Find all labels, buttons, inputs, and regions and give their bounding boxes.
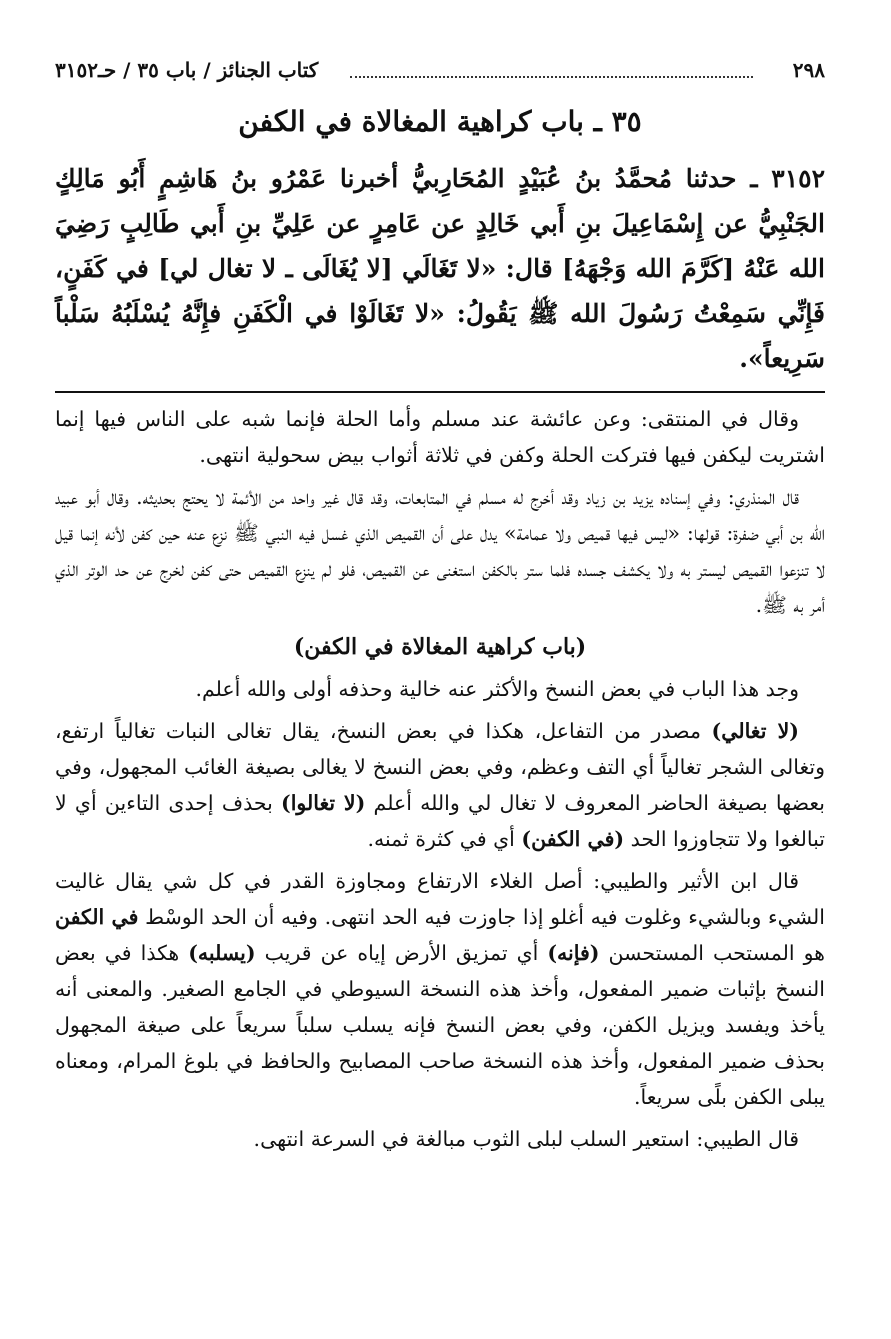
commentary-paragraph: وجد هذا الباب في بعض النسخ والأكثر عنه خالية وحذفه أولى والله أعلم. [195, 677, 799, 701]
chapter-title: ٣٥ ـ باب كراهية المغالاة في الكفن [238, 105, 642, 138]
header-dotted-leader [350, 76, 753, 78]
commentary-paragraph: وقال في المنتقى: وعن عائشة عند مسلم وأما الحلة فإنما شبه على الناس فيها إنما اشتريت ليكفن فيها فتركت الحلة وكفن في ثلاثة أثواب بيض سحولية انتهى. [55, 407, 825, 467]
term-highlight: (يسلبه) [188, 941, 256, 965]
commentary [55, 401, 825, 1157]
commentary-paragraph [55, 863, 825, 1115]
commentary-paragraph: قال المنذري: وفي إسناده يزيد بن زياد وقد أخرج له مسلم في المتابعات، وقد قال غير واحد من الأئمة لا يحتج بحديثه. وقال أبو عبيد الله بن أبي ضفرة: قولها: «ليس فيها قميص ولا عمامة» يدل على أن القميص الذي غسل فيه النبي ﷺ نزع عنه حين كفن لأنه إنما قيل لا تنزعوا القميص ليستر به ولا يكشف جسده فلما ستر بالكفن استغنى عن القميص، فلو لم ينزع القميص حتى كفن لخرج عن حد الوتر الذي أمر به ﷺ. [55, 485, 825, 617]
section-divider [55, 391, 825, 393]
commentary-text: أي تمزيق الأرض إياه عن قريب [255, 941, 548, 965]
commentary-paragraph: قال الطيبي: استعير السلب لبلى الثوب مبالغة في السرعة انتهى. [253, 1127, 799, 1151]
commentary-text: أي في كثرة ثمنه. [367, 827, 522, 851]
hadith-text: حدثنا مُحمَّدُ بنُ عُبَيْدٍ المُحَارِبيُّ أخبرنا عَمْرُو بنُ هَاشِمٍ أَبُو مَالِكٍ الجَنْبِيُّ عن إِسْمَاعِيلَ بنِ أَبي خَالِدٍ عن عَامِرٍ عن عَلِيِّ بنِ أَبي طَالِبٍ رَضِيَ الله عَنْهُ [كَرَّمَ الله وَجْهَهُ] قال: «لا تَغَالَي [لا يُغَالَى ـ لا تغال لي] في كَفَنٍ، فَإِنِّي سَمِعْتُ رَسُولَ الله ﷺ يَقُولُ: «لا تَغَالَوْا في الْكَفَنِ فإِنَّهُ يُسْلَبُهُ سَلْباً سَرِيعاً». [55, 164, 825, 373]
commentary-text: هكذا في بعض النسخ بإثبات ضمير المفعول، وأخذ هذه النسخة السيوطي في الجامع الصغير. والمعنى أنه يأخذ ويفسد ويزيل الكفن، وفي بعض النسخ فإنه يسلب سلباً سريعاً على صيغة المجهول بحذف ضمير المفعول، وأخذ هذه النسخة صاحب المصابيح والحافظ في بلوغ المرام، ومعناه يبلى الكفن بلًى سريعاً. [55, 941, 825, 1109]
running-header [55, 48, 825, 90]
commentary-text: بحذف إحدى التاءين أي لا تبالغوا ولا تتجاوزوا الحد [55, 791, 825, 851]
commentary-text: قال ابن الأثير والطيبي: أصل الغلاء الارتفاع ومجاوزة القدر في كل شي يقال غاليت الشيء وبالشيء وغلوت فيه أغلو إذا جاوزت فيه الحد انتهى. وفيه أن الحد الوسْط [55, 869, 825, 929]
term-highlight: في الكفن [55, 905, 139, 929]
page [55, 48, 825, 1163]
running-title: كتاب الجنائز / باب ٣٥ / حـ٣١٥٢ [55, 58, 319, 82]
term-highlight: (لا تغالي) [711, 719, 799, 743]
commentary-paragraph [55, 713, 825, 857]
commentary-subheading: (باب كراهية المغالاة في الكفن) [293, 634, 587, 660]
term-highlight: (في الكفن) [521, 827, 625, 851]
hadith-number: ٣١٥٢ ـ [750, 164, 825, 193]
commentary-text: مصدر من التفاعل، هكذا في بعض النسخ، يقال تغالى النبات تغالياً ارتفع، وتغالى الشجر تغالياً أي التف وعظم، وفي بعض النسخ لا يغالى بصيغة الغائب المجهول، وفي بعضها بصيغة الحاضر المعروف لا تغال لي والله أعلم [55, 719, 825, 815]
hadith-text-block [55, 156, 825, 381]
commentary-text: هو المستحب المستحسن [599, 941, 825, 965]
term-highlight: (فإنه) [547, 941, 600, 965]
page-number: ٢٩٨ [792, 58, 825, 82]
term-highlight: (لا تغالوا) [281, 791, 366, 815]
